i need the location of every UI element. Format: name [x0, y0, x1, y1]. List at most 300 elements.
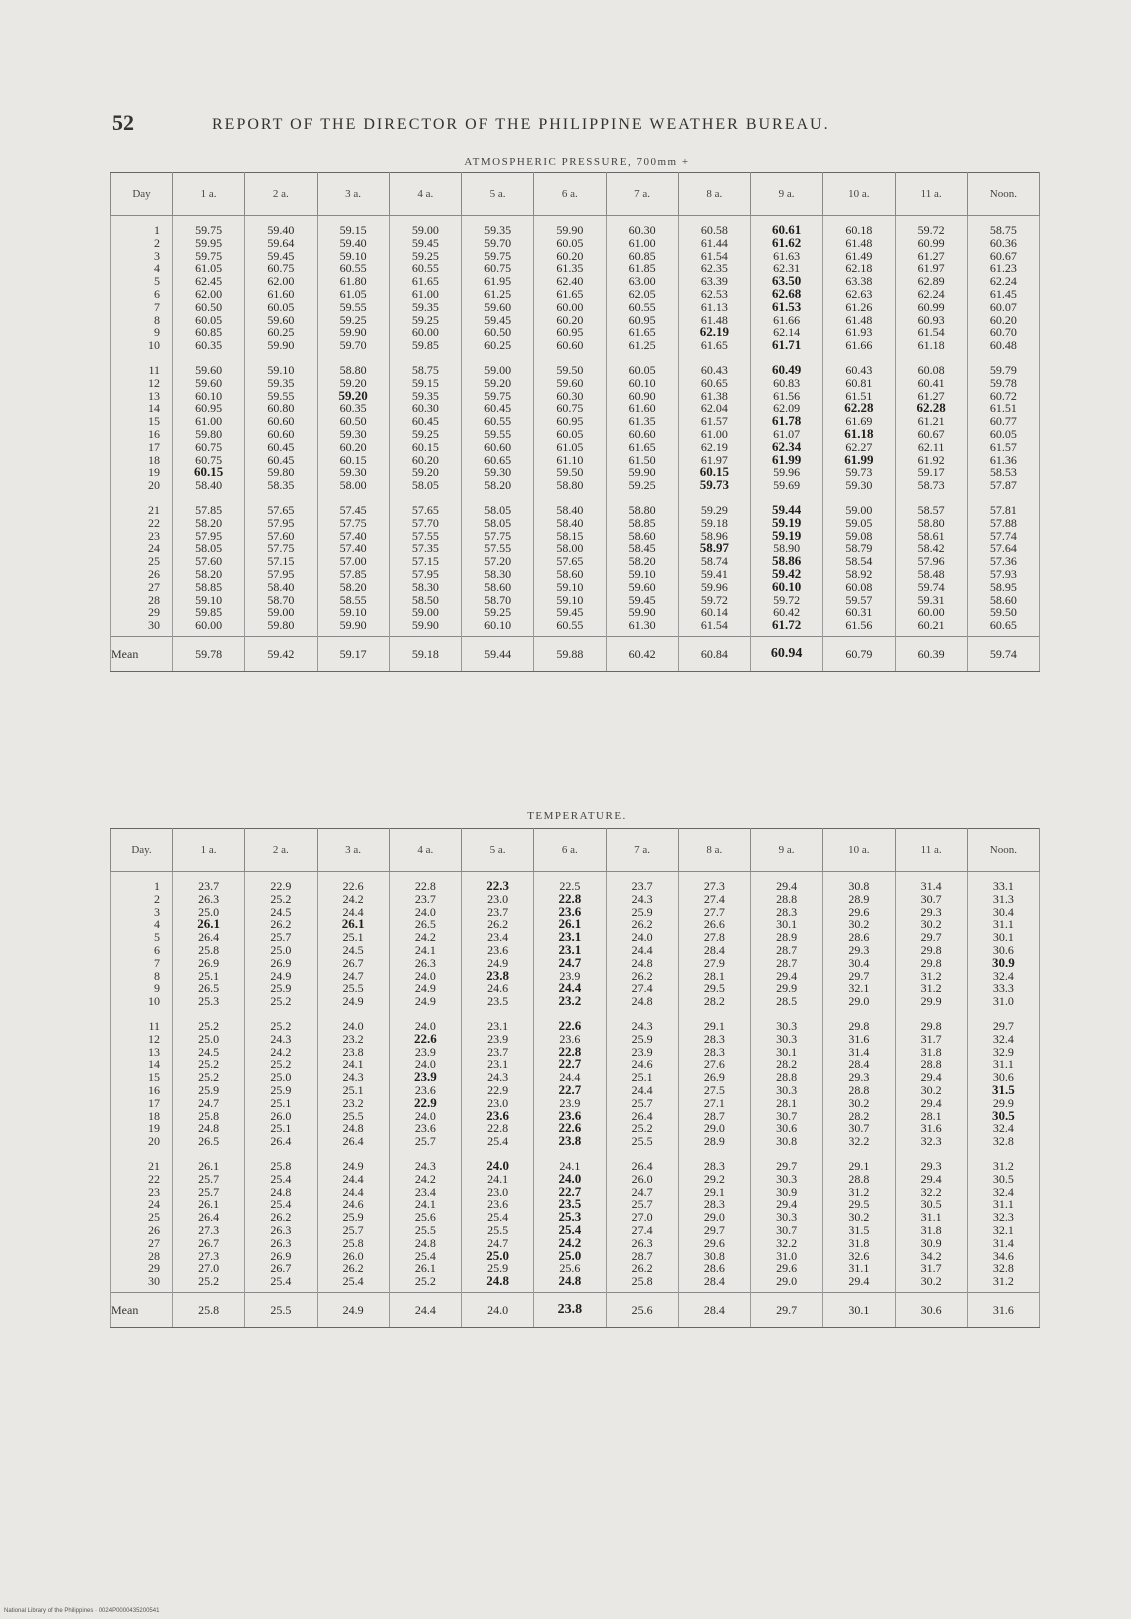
- cell-value: 27.7: [703, 904, 725, 919]
- cell-value: 60.84: [700, 646, 728, 661]
- scan-footer: National Library of the Philippines · 0024P0000435200541: [4, 1608, 160, 1614]
- pressure-hour-header: 10 a.: [823, 173, 895, 216]
- cell-value: 23.5: [558, 1196, 582, 1212]
- cell-value: 62.27: [845, 439, 873, 454]
- cell-value: 18: [148, 452, 160, 467]
- cell-value: 59.31: [917, 592, 945, 607]
- cell-value: 31.4: [920, 879, 942, 893]
- cell-value: 60.55: [339, 261, 367, 276]
- cell-value: 24.9: [414, 994, 436, 1009]
- cell-value: 59.17: [917, 465, 945, 480]
- cell-value: 28: [148, 592, 160, 607]
- cell-value: 28.2: [776, 1057, 798, 1072]
- cell-value: 26.3: [270, 1222, 292, 1237]
- cell-value: 59.35: [267, 375, 295, 390]
- temperature-values-cell: [462, 1152, 534, 1292]
- cell-value: 25.2: [198, 1018, 220, 1033]
- cell-value: 31.5: [992, 1081, 1015, 1097]
- cell-value: 7: [154, 299, 160, 314]
- cell-value: 61.63: [773, 248, 801, 263]
- cell-value: 24.8: [198, 1121, 220, 1136]
- cell-value: 59.20: [484, 375, 512, 390]
- cell-value: 17: [148, 439, 160, 454]
- cell-value: 17: [148, 1095, 160, 1110]
- temperature-mean-value: [678, 1292, 750, 1327]
- pressure-values-cell: [317, 216, 389, 356]
- temperature-mean-value: [967, 1292, 1039, 1327]
- cell-value: 27.4: [703, 891, 725, 906]
- cell-value: 59.20: [411, 465, 439, 480]
- cell-value: 57.75: [484, 528, 512, 543]
- cell-value: 59.60: [195, 375, 223, 390]
- pressure-values-cell: [389, 216, 461, 356]
- cell-value: 22.7: [558, 1056, 582, 1072]
- cell-value: 30.2: [920, 917, 942, 932]
- cell-value: 25.9: [342, 1210, 364, 1225]
- cell-value: 62.24: [989, 274, 1017, 289]
- cell-value: 60.14: [700, 605, 728, 620]
- temperature-values-cell: [173, 1012, 245, 1152]
- cell-value: 28.8: [776, 1070, 798, 1085]
- cell-value: 25.7: [270, 930, 292, 945]
- day-numbers: [111, 872, 173, 1012]
- cell-value: 28.1: [703, 968, 725, 983]
- cell-value: 28.9: [703, 1134, 725, 1149]
- cell-value: 24.4: [631, 1082, 653, 1097]
- pressure-day-group: [111, 216, 1040, 356]
- pressure-day-group: [111, 496, 1040, 636]
- cell-value: 62.04: [700, 401, 728, 416]
- cell-value: 18: [148, 1108, 160, 1123]
- cell-value: 23.9: [414, 1044, 436, 1059]
- cell-value: 59.88: [556, 646, 584, 661]
- cell-value: 61.95: [484, 274, 512, 289]
- pressure-values-cell: [606, 356, 678, 496]
- cell-value: 59.17: [339, 646, 367, 661]
- temperature-day-group: [111, 1152, 1040, 1292]
- cell-value: 24.2: [558, 1234, 582, 1250]
- cell-value: 59.60: [267, 312, 295, 327]
- cell-value: 25.7: [631, 1197, 653, 1212]
- cell-value: 25.2: [198, 1057, 220, 1072]
- cell-value: 31.1: [992, 1197, 1014, 1212]
- cell-value: 60.65: [989, 618, 1017, 633]
- cell-value: 28.3: [703, 1044, 725, 1059]
- cell-value: 60.60: [628, 426, 656, 441]
- cell-value: 59.80: [195, 426, 223, 441]
- cell-value: 61.27: [917, 388, 945, 403]
- temperature-values-cell: [245, 1012, 317, 1152]
- cell-value: 61.85: [628, 261, 656, 276]
- cell-value: 14: [148, 401, 160, 416]
- cell-value: 29.4: [776, 968, 798, 983]
- pressure-mean-value: [823, 636, 895, 671]
- cell-value: 58.60: [628, 528, 656, 543]
- temperature-hour-header: 3 a.: [317, 829, 389, 872]
- cell-value: 59.73: [845, 465, 873, 480]
- pressure-values-cell: [606, 216, 678, 356]
- cell-value: 29.4: [920, 1070, 942, 1085]
- cell-value: 25.4: [342, 1274, 364, 1289]
- cell-value: 26.3: [270, 1235, 292, 1250]
- pressure-values-cell: [895, 216, 967, 356]
- cell-value: 28.4: [703, 1302, 725, 1317]
- cell-value: 25.0: [198, 904, 220, 919]
- cell-value: 59.64: [267, 235, 295, 250]
- cell-value: 58.53: [989, 465, 1017, 480]
- cell-value: 61.50: [628, 452, 656, 467]
- pressure-values-cell: [678, 356, 750, 496]
- pressure-values-cell: [751, 496, 823, 636]
- cell-value: 59.60: [484, 299, 512, 314]
- cell-value: 23.8: [557, 1301, 583, 1317]
- pressure-values-cell: [173, 496, 245, 636]
- cell-value: 15: [148, 414, 160, 429]
- cell-value: 24.6: [487, 981, 509, 996]
- cell-value: 24.0: [414, 1057, 436, 1072]
- cell-value: 60.05: [195, 312, 223, 327]
- cell-value: 24.5: [270, 904, 292, 919]
- cell-value: 24.4: [342, 1184, 364, 1199]
- cell-value: 23.6: [559, 1031, 581, 1046]
- cell-value: 25.9: [270, 981, 292, 996]
- cell-value: 29.7: [920, 930, 942, 945]
- cell-value: 27.3: [198, 1222, 220, 1237]
- cell-value: 60.85: [628, 248, 656, 263]
- cell-value: 59.55: [267, 388, 295, 403]
- cell-value: 23.2: [342, 1031, 364, 1046]
- cell-value: 62.11: [917, 439, 945, 454]
- cell-value: 19: [148, 1121, 160, 1136]
- pressure-mean-value: [678, 636, 750, 671]
- temperature-values-cell: [534, 1012, 606, 1152]
- cell-value: 26.1: [341, 916, 365, 932]
- cell-value: 25.7: [198, 1184, 220, 1199]
- cell-value: 24.8: [631, 994, 653, 1009]
- cell-value: 60.20: [989, 312, 1017, 327]
- cell-value: 62.19: [699, 324, 729, 340]
- cell-value: 58.61: [917, 528, 945, 543]
- cell-value: 59.10: [556, 579, 584, 594]
- cell-value: 59.55: [484, 426, 512, 441]
- cell-value: 61.93: [845, 325, 873, 340]
- cell-value: 62.28: [916, 400, 946, 416]
- cell-value: 25.2: [414, 1274, 436, 1289]
- cell-value: 23.6: [414, 1121, 436, 1136]
- cell-value: 58.42: [917, 541, 945, 556]
- cell-value: 31.8: [920, 1044, 942, 1059]
- cell-value: 62.00: [195, 286, 223, 301]
- cell-value: 59.30: [484, 465, 512, 480]
- cell-value: 62.34: [772, 438, 802, 454]
- cell-value: 60.81: [845, 375, 873, 390]
- cell-value: 25: [148, 1210, 160, 1225]
- cell-value: 61.10: [556, 452, 584, 467]
- cell-value: 57.65: [267, 502, 295, 517]
- cell-value: 57.64: [989, 541, 1017, 556]
- cell-value: 30.2: [848, 1095, 870, 1110]
- cell-value: 30.4: [848, 955, 870, 970]
- cell-value: 59.44: [484, 646, 512, 661]
- cell-value: 57.85: [339, 566, 367, 581]
- cell-value: 25.2: [270, 1018, 292, 1033]
- cell-value: 59.10: [339, 248, 367, 263]
- cell-value: 23.5: [487, 994, 509, 1009]
- cell-value: 59.25: [411, 248, 439, 263]
- cell-value: 34.6: [992, 1248, 1014, 1263]
- cell-value: 59.45: [556, 605, 584, 620]
- cell-value: 26.4: [631, 1108, 653, 1123]
- cell-value: 58.00: [339, 478, 367, 493]
- cell-value: 22.7: [558, 1081, 582, 1097]
- cell-value: 20: [148, 478, 160, 493]
- cell-value: 22: [148, 515, 160, 530]
- cell-value: 28.8: [920, 1057, 942, 1072]
- cell-value: 57.40: [339, 528, 367, 543]
- cell-value: 21: [148, 1158, 160, 1173]
- cell-value: 60.00: [556, 299, 584, 314]
- cell-value: 60.10: [484, 618, 512, 633]
- cell-value: 29: [148, 1261, 160, 1276]
- cell-value: 61.51: [989, 401, 1017, 416]
- cell-value: 60.65: [700, 375, 728, 390]
- cell-value: 59.75: [195, 223, 223, 237]
- cell-value: 28.7: [703, 1108, 725, 1123]
- cell-value: 24.7: [198, 1095, 220, 1110]
- cell-value: 59.70: [339, 338, 367, 353]
- cell-value: 60.25: [484, 338, 512, 353]
- pressure-header-row: [111, 173, 1040, 216]
- cell-value: 57.95: [411, 566, 439, 581]
- cell-value: 32.4: [992, 1121, 1014, 1136]
- cell-value: 25.1: [198, 968, 220, 983]
- cell-value: 24.0: [414, 968, 436, 983]
- cell-value: 32.1: [992, 1222, 1014, 1237]
- pressure-hour-header: 1 a.: [173, 173, 245, 216]
- cell-value: 8: [154, 312, 160, 327]
- cell-value: 58.20: [195, 566, 223, 581]
- cell-value: 59.25: [628, 478, 656, 493]
- cell-value: 22.6: [558, 1017, 582, 1033]
- cell-value: 58.05: [484, 502, 512, 517]
- cell-value: 59.75: [484, 388, 512, 403]
- cell-value: 25.1: [631, 1070, 653, 1085]
- cell-value: 32.4: [992, 1031, 1014, 1046]
- temperature-values-cell: [895, 1012, 967, 1152]
- cell-value: 59.10: [195, 592, 223, 607]
- cell-value: 22.8: [558, 890, 582, 906]
- pressure-mean-value: [895, 636, 967, 671]
- cell-value: 58.20: [195, 515, 223, 530]
- temperature-mean-value: [534, 1292, 606, 1327]
- cell-value: 60.18: [845, 223, 873, 237]
- cell-value: 61.53: [772, 298, 802, 314]
- cell-value: 23.6: [558, 903, 582, 919]
- day-numbers: [111, 1012, 173, 1152]
- cell-value: 24.9: [270, 968, 292, 983]
- cell-value: 27.5: [703, 1082, 725, 1097]
- cell-value: 27.4: [631, 1222, 653, 1237]
- cell-value: 25.4: [270, 1274, 292, 1289]
- cell-value: 58.73: [917, 478, 945, 493]
- cell-value: 60.20: [556, 312, 584, 327]
- page-number: 52: [112, 110, 134, 135]
- cell-value: 59.50: [989, 605, 1017, 620]
- cell-value: 57.95: [267, 566, 295, 581]
- cell-value: 58.45: [628, 541, 656, 556]
- cell-value: 30.2: [920, 1274, 942, 1289]
- cell-value: 26.9: [270, 1248, 292, 1263]
- cell-value: 25.8: [270, 1158, 292, 1173]
- cell-value: 59.72: [917, 223, 945, 237]
- cell-value: 31.3: [992, 891, 1014, 906]
- cell-value: 60.75: [556, 401, 584, 416]
- cell-value: 59.18: [411, 646, 439, 661]
- cell-value: 30.5: [992, 1171, 1014, 1186]
- cell-value: 23.1: [487, 1057, 509, 1072]
- temperature-hour-header: 8 a.: [678, 829, 750, 872]
- temperature-hour-header: 11 a.: [895, 829, 967, 872]
- cell-value: 59.55: [339, 299, 367, 314]
- cell-value: 57.15: [411, 554, 439, 569]
- cell-value: 28.2: [703, 994, 725, 1009]
- cell-value: 60.30: [556, 388, 584, 403]
- cell-value: 60.99: [917, 299, 945, 314]
- cell-value: 31.2: [848, 1184, 870, 1199]
- cell-value: 25.0: [198, 1031, 220, 1046]
- pressure-table-caption: ATMOSPHERIC PRESSURE, 700mm +: [464, 156, 690, 168]
- temperature-hour-header: Noon.: [967, 829, 1039, 872]
- cell-value: 22.7: [558, 1183, 582, 1199]
- cell-value: 23.1: [487, 1018, 509, 1033]
- cell-value: 61.27: [917, 248, 945, 263]
- cell-value: 60.99: [917, 235, 945, 250]
- cell-value: 25.2: [198, 1274, 220, 1289]
- cell-value: 58.95: [989, 579, 1017, 594]
- cell-value: 61.00: [628, 235, 656, 250]
- cell-value: 58.54: [845, 554, 873, 569]
- cell-value: 31.0: [992, 994, 1014, 1009]
- cell-value: 59.50: [556, 362, 584, 377]
- cell-value: 30.8: [848, 879, 870, 893]
- cell-value: 57.65: [556, 554, 584, 569]
- pressure-values-cell: [678, 216, 750, 356]
- cell-value: 3: [154, 248, 160, 263]
- cell-value: 22.3: [486, 878, 509, 893]
- cell-value: 57.60: [195, 554, 223, 569]
- cell-value: 59.45: [267, 248, 295, 263]
- cell-value: 14: [148, 1057, 160, 1072]
- cell-value: 32.4: [992, 968, 1014, 983]
- cell-value: 2: [154, 235, 160, 250]
- cell-value: 30.4: [992, 904, 1014, 919]
- cell-value: 30.1: [992, 930, 1014, 945]
- pressure-mean-value: [245, 636, 317, 671]
- pressure-mean-value: [606, 636, 678, 671]
- cell-value: 59.15: [411, 375, 439, 390]
- cell-value: 61.36: [989, 452, 1017, 467]
- cell-value: 61.18: [844, 425, 874, 441]
- cell-value: 26.6: [703, 917, 725, 932]
- temperature-values-cell: [967, 1152, 1039, 1292]
- cell-value: 59.30: [339, 426, 367, 441]
- cell-value: 57.55: [484, 541, 512, 556]
- cell-value: 59.44: [772, 501, 802, 517]
- cell-value: 1: [154, 223, 160, 237]
- cell-value: 31.0: [776, 1248, 798, 1263]
- cell-value: 59.78: [195, 646, 223, 661]
- cell-value: 61.07: [773, 426, 801, 441]
- temperature-values-cell: [317, 872, 389, 1012]
- cell-value: 60.93: [917, 312, 945, 327]
- cell-value: 28.8: [848, 1082, 870, 1097]
- cell-value: 61.56: [845, 618, 873, 633]
- cell-value: 63.50: [772, 273, 802, 289]
- cell-value: 27: [148, 1235, 160, 1250]
- cell-value: 23.2: [558, 993, 582, 1009]
- cell-value: 61.57: [989, 439, 1017, 454]
- cell-value: 57.75: [267, 541, 295, 556]
- cell-value: 57.95: [195, 528, 223, 543]
- temperature-hour-header: 4 a.: [389, 829, 461, 872]
- cell-value: 60.55: [628, 299, 656, 314]
- cell-value: 61.97: [917, 261, 945, 276]
- cell-value: 25.4: [270, 1171, 292, 1186]
- cell-value: 59.72: [700, 592, 728, 607]
- temperature-values-cell: [606, 1012, 678, 1152]
- cell-value: 58.15: [556, 528, 584, 543]
- cell-value: 61.69: [845, 414, 873, 429]
- cell-value: 58.40: [556, 515, 584, 530]
- temperature-values-cell: [895, 1152, 967, 1292]
- pressure-values-cell: [967, 356, 1039, 496]
- cell-value: 29.8: [920, 942, 942, 957]
- cell-value: 58.92: [845, 566, 873, 581]
- cell-value: 25.8: [198, 942, 220, 957]
- cell-value: 25.8: [631, 1274, 653, 1289]
- cell-value: 59.25: [411, 312, 439, 327]
- cell-value: 60.55: [411, 261, 439, 276]
- cell-value: 26.0: [342, 1248, 364, 1263]
- cell-value: 58.30: [411, 579, 439, 594]
- day-numbers: [111, 216, 173, 356]
- cell-value: 24.0: [486, 1157, 509, 1173]
- cell-value: 61.65: [556, 286, 584, 301]
- cell-value: 60.15: [194, 464, 224, 480]
- cell-value: 61.65: [628, 439, 656, 454]
- cell-value: 59.50: [556, 465, 584, 480]
- cell-value: 24.9: [342, 1158, 364, 1173]
- pressure-values-cell: [534, 356, 606, 496]
- cell-value: 59.90: [339, 325, 367, 340]
- cell-value: 22.9: [487, 1082, 509, 1097]
- cell-value: 60.85: [195, 325, 223, 340]
- cell-value: 60.58: [700, 223, 728, 237]
- cell-value: 23.6: [487, 1197, 509, 1212]
- cell-value: 30.6: [920, 1302, 942, 1317]
- cell-value: 26.4: [342, 1134, 364, 1149]
- cell-value: 58.96: [700, 528, 728, 543]
- temperature-day-group: [111, 1012, 1040, 1152]
- cell-value: 29.3: [848, 1070, 870, 1085]
- cell-value: 61.18: [917, 338, 945, 353]
- cell-value: 57.96: [917, 554, 945, 569]
- cell-value: 58.80: [556, 478, 584, 493]
- cell-value: 58.30: [484, 566, 512, 581]
- cell-value: 59.85: [411, 338, 439, 353]
- temperature-values-cell: [389, 872, 461, 1012]
- cell-value: 23.6: [558, 1107, 582, 1123]
